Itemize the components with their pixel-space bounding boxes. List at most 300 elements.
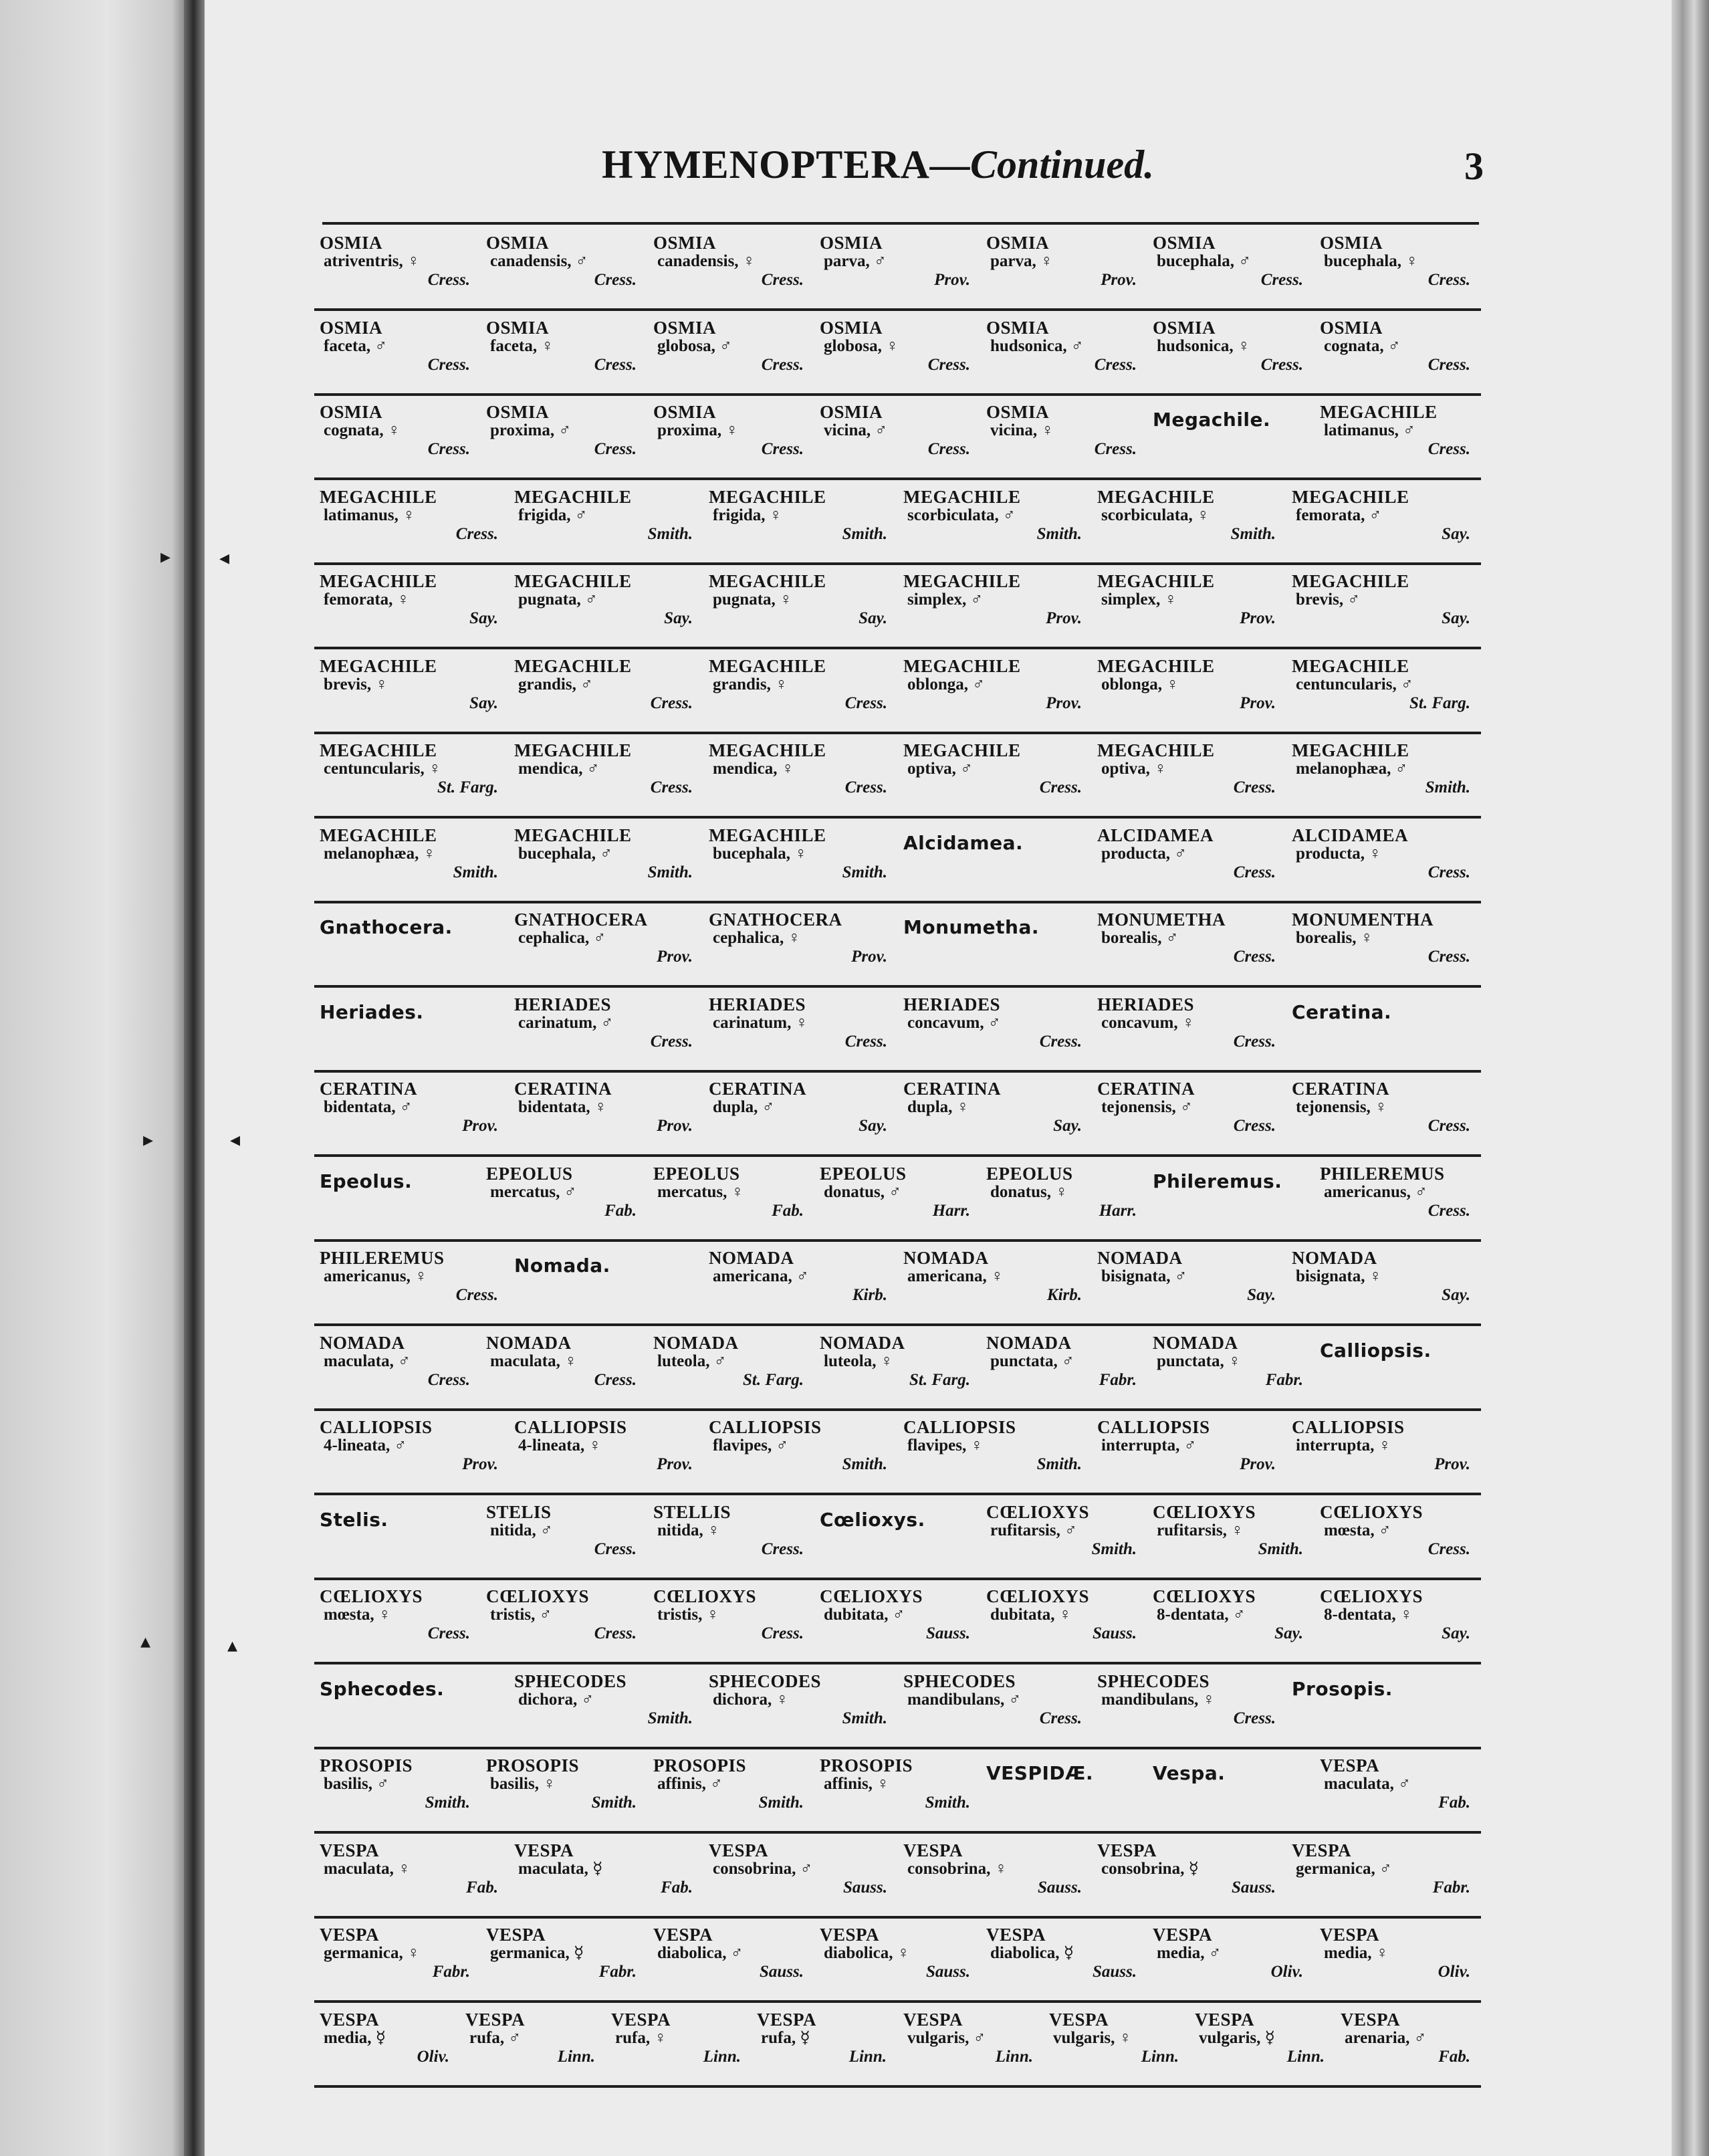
genus-heading [320, 1503, 481, 1572]
genus-heading [1153, 403, 1314, 472]
species-name: flavipes, ♀ [907, 1436, 984, 1454]
genus-name: CALLIOPSIS [1292, 1417, 1405, 1437]
author-name: Fab. [1438, 2048, 1470, 2066]
species-entry [486, 1164, 647, 1234]
species-entry [1292, 1418, 1481, 1487]
species-entry [320, 1333, 481, 1403]
species-name: dichora, ♂ [518, 1691, 594, 1709]
species-name: faceta, ♀ [490, 337, 554, 355]
genus-name: NOMADA [320, 1333, 405, 1353]
species-entry [486, 233, 647, 303]
author-name: St. Farg. [1409, 694, 1470, 712]
species-entry [709, 1079, 898, 1149]
genus-name: CERATINA [514, 1079, 612, 1099]
table-row [314, 1917, 1481, 2003]
species-entry [1292, 1249, 1481, 1318]
table-row [314, 987, 1481, 1073]
author-name: Cress. [650, 778, 693, 796]
author-name: Smith. [591, 1794, 637, 1812]
genus-name: CŒLIOXYS [1320, 1502, 1423, 1522]
author-name: Cress. [594, 1371, 637, 1389]
species-entry [1320, 1587, 1481, 1656]
genus-name: MEGACHILE [1097, 656, 1215, 676]
species-entry [653, 1587, 814, 1656]
species-name: grandis, ♂ [518, 675, 593, 693]
genus-name: HERIADES [709, 994, 806, 1014]
table-row [314, 564, 1481, 649]
genus-name: MEGACHILE [514, 656, 632, 676]
table-row [314, 1410, 1481, 1495]
species-name: vulgaris, ♀ [1053, 2029, 1132, 2047]
species-entry [486, 1925, 647, 1995]
genus-name: OSMIA [1153, 318, 1216, 338]
species-name: bucephala, ♂ [1157, 252, 1252, 270]
author-name: Oliv. [1438, 1963, 1470, 1981]
author-name: Cress. [594, 1540, 637, 1558]
author-name: Linn. [557, 2048, 595, 2066]
species-name: luteola, ♀ [824, 1352, 893, 1370]
genus-name: OSMIA [653, 402, 717, 422]
species-entry [1292, 826, 1481, 895]
species-entry [1153, 1925, 1314, 1995]
author-name: Cress. [594, 1624, 637, 1642]
genus-name: EPEOLUS [820, 1164, 907, 1184]
species-entry [1320, 1925, 1481, 1995]
species-name: bidentata, ♂ [324, 1098, 413, 1116]
author-name: Fab. [661, 1878, 693, 1897]
species-entry [903, 1079, 1093, 1149]
table-row [314, 818, 1481, 903]
author-name: Cress. [1428, 440, 1470, 458]
genus-name: NOMADA [820, 1333, 905, 1353]
genus-name: Heriades. [320, 1001, 424, 1023]
genus-name: NOMADA [903, 1248, 989, 1268]
species-entry [1320, 1756, 1481, 1826]
genus-name: OSMIA [486, 318, 550, 338]
genus-name: MEGACHILE [1097, 571, 1215, 591]
species-entry [1097, 657, 1286, 726]
species-entry [1097, 995, 1286, 1065]
genus-name: OSMIA [986, 402, 1050, 422]
species-entry [1097, 1418, 1286, 1487]
species-name: oblonga, ♂ [907, 675, 986, 693]
author-name: Prov. [657, 948, 693, 966]
genus-name: MEGACHILE [709, 656, 826, 676]
genus-name: MEGACHILE [709, 571, 826, 591]
species-entry [903, 995, 1093, 1065]
author-name: Prov. [1434, 1455, 1470, 1473]
left-bullet-mark: ▴ [227, 1634, 238, 1657]
species-name: carinatum, ♂ [518, 1014, 614, 1032]
species-name: basilis, ♂ [324, 1775, 389, 1793]
author-name: Fabr. [598, 1963, 637, 1981]
author-name: Cress. [1428, 948, 1470, 966]
species-entry [1341, 2010, 1481, 2080]
author-name: Fab. [466, 1878, 498, 1897]
genus-name: VESPA [653, 1925, 713, 1945]
species-entry [653, 1164, 814, 1234]
species-name: concavum, ♀ [1101, 1014, 1195, 1032]
genus-name: Alcidamea. [903, 832, 1024, 854]
author-name: Prov. [657, 1455, 693, 1473]
genus-name: OSMIA [320, 233, 383, 253]
species-entry [1097, 572, 1286, 641]
species-name: centuncularis, ♂ [1296, 675, 1413, 693]
genus-name: Epeolus. [320, 1170, 413, 1192]
species-entry [1097, 1249, 1286, 1318]
author-name: Cress. [650, 694, 693, 712]
species-entry [486, 1587, 647, 1656]
genus-name: OSMIA [820, 233, 883, 253]
genus-name: Megachile. [1153, 409, 1271, 431]
author-name: Harr. [932, 1202, 970, 1220]
species-entry [1097, 910, 1286, 980]
table-row [314, 649, 1481, 734]
author-name: Cress. [594, 271, 637, 289]
genus-name: STELLIS [653, 1502, 731, 1522]
author-name: Cress. [1428, 1117, 1470, 1135]
author-name: Say. [469, 694, 498, 712]
author-name: Cress. [1039, 1033, 1082, 1051]
genus-name: PROSOPIS [653, 1755, 747, 1775]
author-name: Cress. [427, 356, 470, 374]
author-name: Cress. [1428, 271, 1470, 289]
genus-heading [1292, 995, 1481, 1065]
species-name: media, ♀ [1324, 1944, 1389, 1962]
author-name: Smith. [647, 1709, 693, 1727]
species-entry [653, 1333, 814, 1403]
genus-name: NOMADA [1153, 1333, 1238, 1353]
species-name: borealis, ♀ [1296, 929, 1373, 947]
species-name: mendica, ♀ [713, 760, 794, 778]
species-name: femorata, ♀ [324, 590, 410, 609]
species-entry [986, 403, 1147, 472]
species-entry [709, 572, 898, 641]
species-name: tejonensis, ♀ [1296, 1098, 1387, 1116]
species-entry [986, 233, 1147, 303]
table-row [314, 1833, 1481, 1919]
species-name: mandibulans, ♂ [907, 1691, 1022, 1709]
genus-name: VESPA [514, 1840, 574, 1860]
author-name: St. Farg. [909, 1371, 970, 1389]
author-name: Cress. [594, 440, 637, 458]
author-name: Harr. [1099, 1202, 1137, 1220]
species-entry [820, 1756, 981, 1826]
species-name: rufitarsis, ♀ [1157, 1521, 1244, 1539]
author-name: Sauss. [925, 1963, 970, 1981]
author-name: Cress. [761, 1540, 804, 1558]
genus-name: VESPA [1320, 1755, 1380, 1775]
author-name: Cress. [594, 356, 637, 374]
species-name: americanus, ♂ [1324, 1183, 1428, 1201]
genus-name: EPEOLUS [653, 1164, 740, 1184]
genus-heading [320, 910, 509, 980]
genus-name: VESPA [1097, 1840, 1157, 1860]
species-name: brevis, ♀ [324, 675, 388, 693]
genus-name: PROSOPIS [320, 1755, 413, 1775]
author-name: Cress. [1039, 778, 1082, 796]
author-name: Sauss. [1092, 1963, 1137, 1981]
genus-name: MEGACHILE [514, 487, 632, 507]
genus-name: MEGACHILE [1292, 656, 1409, 676]
species-name: optiva, ♂ [907, 760, 973, 778]
author-name: Cress. [1428, 356, 1470, 374]
species-entry [1292, 488, 1481, 557]
species-name: americana, ♂ [713, 1267, 809, 1285]
species-entry [514, 572, 703, 641]
genus-name: VESPA [320, 1840, 380, 1860]
author-name: Cress. [844, 1033, 887, 1051]
genus-name: OSMIA [1153, 233, 1216, 253]
genus-name: MEGACHILE [320, 656, 437, 676]
author-name: Linn. [1141, 2048, 1179, 2066]
species-name: rufitarsis, ♂ [990, 1521, 1077, 1539]
species-entry [986, 1925, 1147, 1995]
table-row [314, 1664, 1481, 1749]
species-name: dupla, ♂ [713, 1098, 775, 1116]
genus-name: CŒLIOXYS [320, 1586, 423, 1606]
genus-name: OSMIA [820, 318, 883, 338]
author-name: Linn. [995, 2048, 1033, 2066]
author-name: Smith. [842, 1455, 887, 1473]
genus-name: OSMIA [486, 233, 550, 253]
genus-name: MEGACHILE [514, 740, 632, 760]
species-name: latimanus, ♀ [324, 506, 415, 524]
species-name: mercatus, ♀ [657, 1183, 744, 1201]
species-entry [1320, 233, 1481, 303]
genus-name: VESPIDÆ. [986, 1762, 1094, 1784]
species-entry [320, 233, 481, 303]
genus-name: VESPA [320, 2010, 380, 2030]
species-name: carinatum, ♀ [713, 1014, 808, 1032]
table-row [314, 1156, 1481, 1242]
genus-name: CŒLIOXYS [1320, 1586, 1423, 1606]
genus-heading [320, 1672, 509, 1741]
author-name: Prov. [934, 271, 970, 289]
genus-name: MEGACHILE [320, 571, 437, 591]
species-name: mœsta, ♀ [324, 1606, 391, 1624]
genus-name: OSMIA [986, 318, 1050, 338]
author-name: Cress. [927, 440, 970, 458]
genus-name: GNATHOCERA [709, 909, 842, 930]
species-entry [820, 1587, 981, 1656]
species-entry [709, 1418, 898, 1487]
genus-name: VESPA [1195, 2010, 1255, 2030]
species-entry [1320, 318, 1481, 388]
table-row [314, 1071, 1481, 1157]
genus-name: MEGACHILE [1097, 487, 1215, 507]
genus-name: VESPA [1292, 1840, 1352, 1860]
genus-name: NOMADA [486, 1333, 572, 1353]
author-name: Fab. [604, 1202, 637, 1220]
genus-name: VESPA [820, 1925, 880, 1945]
author-name: Prov. [462, 1117, 498, 1135]
genus-name: MEGACHILE [903, 740, 1021, 760]
species-name: luteola, ♂ [657, 1352, 727, 1370]
species-entry [1292, 1841, 1481, 1911]
species-entry [1292, 910, 1481, 980]
species-entry [320, 403, 481, 472]
genus-name: MEGACHILE [1320, 402, 1438, 422]
species-name: consobrina, ☿ [1101, 1860, 1199, 1878]
genus-name: MEGACHILE [1097, 740, 1215, 760]
genus-name: EPEOLUS [486, 1164, 573, 1184]
genus-name: VESPA [1153, 1925, 1213, 1945]
author-name: Linn. [703, 2048, 741, 2066]
species-entry [757, 2010, 897, 2080]
species-entry [486, 318, 647, 388]
species-entry [514, 657, 703, 726]
genus-name: MEGACHILE [709, 487, 826, 507]
author-name: Fab. [1438, 1794, 1470, 1812]
genus-name: VESPA [757, 2010, 817, 2030]
table-row [314, 1325, 1481, 1411]
genus-name: PROSOPIS [820, 1755, 913, 1775]
species-entry [903, 572, 1093, 641]
genus-name: SPHECODES [1097, 1671, 1210, 1691]
genus-name: Cœlioxys. [820, 1509, 925, 1531]
species-name: globosa, ♀ [824, 337, 899, 355]
genus-name: Gnathocera. [320, 916, 453, 938]
author-name: Cress. [427, 1371, 470, 1389]
species-entry [986, 318, 1147, 388]
genus-name: Prosopis. [1292, 1678, 1393, 1700]
genus-name: PHILEREMUS [320, 1248, 445, 1268]
species-name: scorbiculata, ♂ [907, 506, 1016, 524]
species-name: latimanus, ♂ [1324, 421, 1415, 439]
left-bullet-mark: ▸ [143, 1128, 154, 1152]
species-name: consobrina, ♀ [907, 1860, 1008, 1878]
species-entry [514, 995, 703, 1065]
author-name: Prov. [1240, 1455, 1276, 1473]
species-entry [820, 318, 981, 388]
author-name: Say. [859, 1117, 887, 1135]
author-name: Prov. [1101, 271, 1137, 289]
genus-name: MEGACHILE [903, 487, 1021, 507]
genus-name: MEGACHILE [1292, 740, 1409, 760]
species-entry [320, 1249, 509, 1318]
genus-heading [986, 1756, 1147, 1826]
author-name: Cress. [761, 1624, 804, 1642]
page-number: 3 [1464, 144, 1484, 188]
author-name: Smith. [842, 525, 887, 543]
species-name: 4-lineata, ♂ [324, 1436, 407, 1454]
author-name: Prov. [1240, 609, 1276, 627]
species-entry [986, 1164, 1147, 1234]
table-row [314, 902, 1481, 988]
species-entry [465, 2010, 606, 2080]
author-name: Linn. [1286, 2048, 1325, 2066]
species-name: diabolica, ☿ [990, 1944, 1074, 1962]
genus-name: VESPA [986, 1925, 1046, 1945]
genus-name: CŒLIOXYS [486, 1586, 590, 1606]
species-name: vulgaris, ☿ [1199, 2029, 1275, 2047]
author-name: Smith. [647, 863, 693, 881]
species-entry [653, 1756, 814, 1826]
author-name: Cress. [1233, 1709, 1276, 1727]
species-name: rufa, ♀ [615, 2029, 667, 2047]
genus-name: Sphecodes. [320, 1678, 445, 1700]
species-entry [709, 1841, 898, 1911]
left-bullet-mark: ▸ [160, 545, 171, 568]
genus-name: CALLIOPSIS [709, 1417, 822, 1437]
table-row [314, 1241, 1481, 1326]
page-title: HYMENOPTERA—Continued. [602, 142, 1155, 187]
species-entry [320, 318, 481, 388]
species-name: tristis, ♀ [657, 1606, 719, 1624]
species-entry [903, 1841, 1093, 1911]
species-entry [1097, 741, 1286, 811]
author-name: Say. [1247, 1286, 1276, 1304]
author-name: Sauss. [1037, 1878, 1082, 1897]
genus-name: CŒLIOXYS [1153, 1502, 1256, 1522]
species-name: pugnata, ♂ [518, 590, 598, 609]
species-entry [1097, 488, 1286, 557]
species-name: germanica, ☿ [490, 1944, 584, 1962]
species-entry [1097, 826, 1286, 895]
species-entry [820, 1925, 981, 1995]
species-name: concavum, ♂ [907, 1014, 1001, 1032]
species-entry [320, 1756, 481, 1826]
genus-heading [903, 910, 1093, 980]
species-entry [903, 2010, 1044, 2080]
species-name: mercatus, ♂ [490, 1183, 577, 1201]
species-name: punctata, ♀ [1157, 1352, 1241, 1370]
species-name: diabolica, ♂ [657, 1944, 744, 1962]
species-entry [1153, 1503, 1314, 1572]
species-entry [1320, 1164, 1481, 1234]
author-name: Sauss. [925, 1624, 970, 1642]
species-entry [514, 826, 703, 895]
species-name: media, ♂ [1157, 1944, 1222, 1962]
species-entry [903, 1672, 1093, 1741]
author-name: Linn. [848, 2048, 887, 2066]
species-name: tristis, ♂ [490, 1606, 552, 1624]
species-entry [653, 318, 814, 388]
author-name: Smith. [1036, 525, 1082, 543]
species-entry [1153, 318, 1314, 388]
author-name: St. Farg. [437, 778, 498, 796]
genus-name: VESPA [1049, 2010, 1109, 2030]
author-name: Prov. [657, 1117, 693, 1135]
species-entry [653, 1503, 814, 1572]
author-name: Smith. [1230, 525, 1276, 543]
species-name: diabolica, ♀ [824, 1944, 910, 1962]
species-name: optiva, ♀ [1101, 760, 1167, 778]
species-name: flavipes, ♂ [713, 1436, 789, 1454]
species-entry [514, 1672, 703, 1741]
species-entry [986, 1333, 1147, 1403]
author-name: Cress. [455, 525, 498, 543]
author-name: Smith. [1425, 778, 1470, 796]
genus-name: MEGACHILE [514, 571, 632, 591]
species-name: donatus, ♀ [990, 1183, 1068, 1201]
species-name: arenaria, ♂ [1345, 2029, 1427, 2047]
species-name: media, ☿ [324, 2029, 386, 2047]
species-name: bisignata, ♂ [1101, 1267, 1187, 1285]
genus-name: MEGACHILE [514, 825, 632, 845]
table-row [314, 733, 1481, 819]
author-name: Prov. [1240, 694, 1276, 712]
genus-heading [1153, 1164, 1314, 1234]
genus-name: CERATINA [1292, 1079, 1390, 1099]
species-entry [903, 741, 1093, 811]
author-name: Cress. [761, 356, 804, 374]
author-name: Cress. [1233, 1033, 1276, 1051]
species-entry [514, 1418, 703, 1487]
genus-name: NOMADA [1097, 1248, 1183, 1268]
genus-name: VESPA [611, 2010, 671, 2030]
